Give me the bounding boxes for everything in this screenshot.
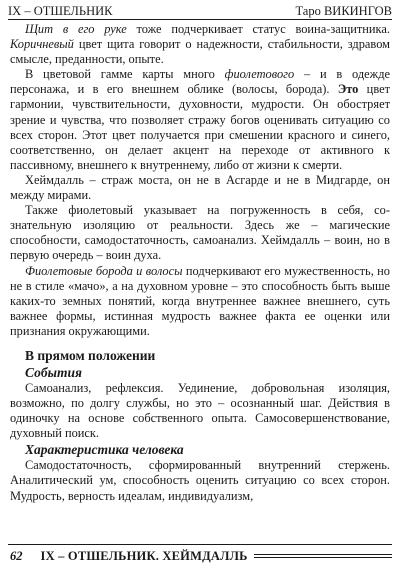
paragraph-events [10, 381, 390, 441]
text-run: тоже подчеркивает статус воина-защитника. [126, 22, 390, 36]
text-run: подчеркивают его мужественность, но не в стиле «мачо», а на духовном уровне – это способность быть выше каких-то земных понятий, когда внутреннее важнее внешнего, суть важнее формы, истинная мудрость важнее факта ее оценки или признания окружающими. [10, 263, 390, 338]
footer-rule [254, 554, 392, 558]
text-run: – и в одежде персонажа, и в его внешнем облике (волосы, борода). [10, 67, 391, 97]
subheading-events: События [25, 364, 82, 380]
footer-title: IX – ОТШЕЛЬНИК. ХЕЙМДАЛЛЬ [40, 548, 248, 563]
paragraph-shield [10, 22, 390, 67]
text-run: Самоанализ, рефлексия. Уединение, добровольная изоляция, возможно, по долгу службы, но это – осознанный шаг. Действия в одиночку на основе собственного опыта. Самосовершенствование, духовный поиск. [10, 380, 390, 441]
text-run: Самодостаточность, сформированный внутренний стержень. Аналитический ум, способность оценить ситуацию со всех сторон. Мудрость, верность идеалам, индивидуализм, [10, 458, 390, 503]
italic-phrase: Коричневый [10, 37, 74, 52]
section-heading: В прямом положении [25, 347, 156, 363]
text-run: В цветовой гамме карты много [25, 67, 225, 82]
paragraph-bridge [10, 173, 390, 203]
text-run: цвет гармонии, чувствительности, духовности, мудрости. Он обостряет зрение и чувства, что позволяет стражу богов оценивать ситуацию со всех сторон. Этот цвет получается при смешении красного и синего, соответственно, он делает акцент на переходе от активного к пассивному, внешнего к внутреннему, либо от жизни к смерти. [10, 82, 391, 172]
paragraph-beard [10, 264, 390, 339]
running-header [8, 2, 392, 20]
page-footer [8, 544, 392, 567]
subheading-character: Характеристика человека [25, 442, 184, 458]
italic-phrase: фиолетового [224, 67, 295, 82]
paragraph-character [10, 458, 390, 503]
bold-word: Это [337, 82, 359, 97]
paragraph-isolation [10, 203, 390, 263]
text-run: Хеймдалль – страж моста, он не в Асгарде и не в Мидгарде, он между мирами. [10, 172, 390, 203]
text-run: цвет щита говорит о надежности, стабильности, здравом смысле, преданности, опыте. [10, 37, 390, 67]
header-book-title: Таро ВИКИНГОВ [295, 4, 392, 18]
italic-phrase: Фиолетовые борода и волосы [25, 263, 183, 278]
italic-phrase: Щит в его руке [25, 22, 127, 36]
body-text [10, 22, 390, 504]
page-number: 62 [10, 548, 23, 563]
text-run: Также фиолетовый указывает на погруженность в себя, сознательную изоляцию от реальности. Здесь же – магические способности, самодостаточность, самоанализ. Хеймдалль – воин, но в первую очередь – воин духа. [10, 203, 390, 263]
paragraph-violet [10, 67, 390, 173]
header-chapter: IX – ОТШЕЛЬНИК [8, 4, 113, 18]
